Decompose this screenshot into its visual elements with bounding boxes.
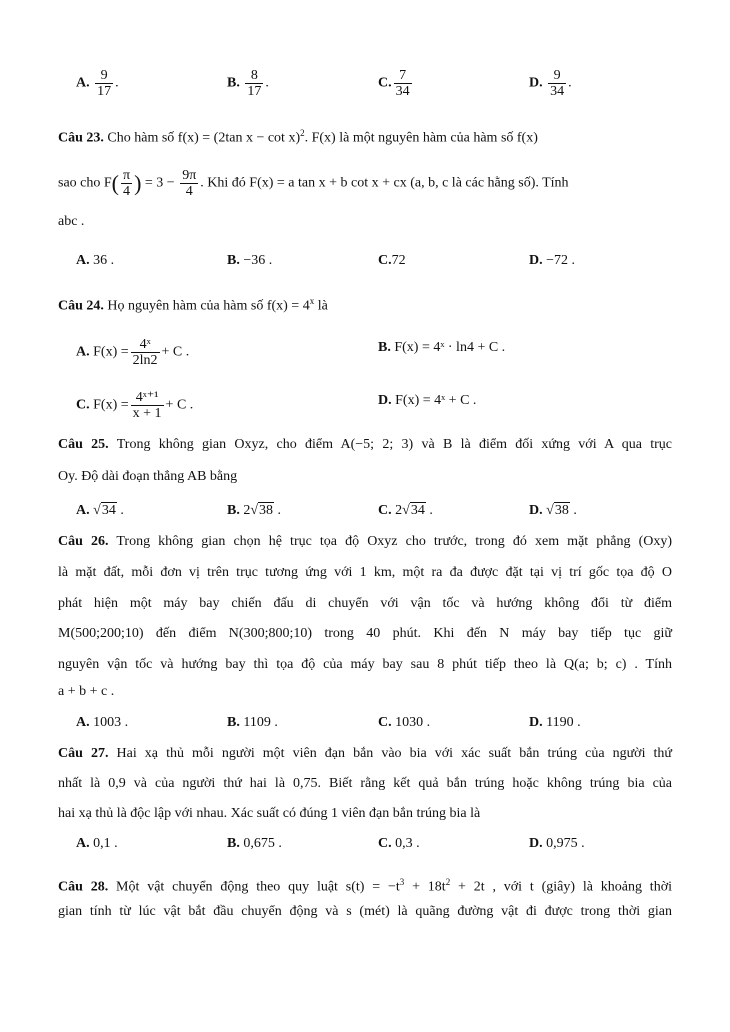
q24-option-c: C. F(x) = $\frac{\text{4ˣ⁺¹}}{x + 1}$ + C .: [76, 390, 194, 421]
q24-option-b: B. F(x) = 4ˣ · ln4 + C .: [378, 340, 506, 355]
q24-option-a: A. F(x) = $\frac{\text{4ˣ}}{2\ln 2}$ + C .: [76, 337, 190, 368]
q23-line-2: sao cho F( $\frac{\pi}{4}$ ) = 3 − $\frac{9\pi}{4}$ . Khi đó F(x) = a tan x + b cot x + cx (a, b, c là các hằng số). Tính: [58, 168, 569, 199]
q26-option-b: B. 1109 .: [227, 715, 278, 730]
q25-line-2: Oy. Độ dài đoạn thẳng AB bằng: [58, 469, 238, 484]
q26-line-5: nguyên vận tốc và hướng bay thì tọa độ của máy bay sau 8 phút tiếp theo là Q(a; b; c) . Tính: [58, 657, 672, 672]
q25-option-d: D. √38 .: [529, 503, 577, 518]
q23-option-b: B. −36 .: [227, 253, 273, 268]
q28-line-2: gian tính từ lúc vật bắt đầu chuyển động và s (mét) là quãng đường vật đi được trong thời gian: [58, 904, 672, 919]
q25-option-b: B. 2√38 .: [227, 503, 282, 518]
q26-line-2: là mặt đất, mỗi đơn vị trên trục tương ứng với 1 km, một ra đa được đặt tại vị trí gốc tọa độ O: [58, 565, 672, 580]
q22-option-b: B. $\frac{8}{17}$ .: [227, 68, 269, 99]
q26-option-c: C. 1030 .: [378, 715, 431, 730]
q23-line-1: Câu 23. Cho hàm số f(x) = (2tan x − cot x)$^2$. F(x) là một nguyên hàm của hàm số f(x): [58, 128, 538, 146]
q27-line-2: nhất là 0,9 và của người thứ hai là 0,75. Biết rằng kết quả bắn trúng hoặc không trúng bia của: [58, 776, 672, 791]
q26-line-3: phát hiện một máy bay chiến đấu di chuyển với vận tốc và hướng không đổi từ điểm: [58, 596, 672, 611]
q27-option-b: B. 0,675 .: [227, 836, 282, 851]
q27-option-a: A. 0,1 .: [76, 836, 118, 851]
q27-line-1: Câu 27. Hai xạ thủ mỗi người một viên đạn bắn vào bia với xác suất bắn trúng của người thứ: [58, 746, 673, 761]
q24-option-d: D. F(x) = 4ˣ + C .: [378, 393, 477, 408]
q27-option-d: D. 0,975 .: [529, 836, 585, 851]
q23-option-a: A. 36 .: [76, 253, 115, 268]
q27-option-c: C. 0,3 .: [378, 836, 420, 851]
q23-line-3: abc .: [58, 214, 85, 229]
q25-option-c: C. 2√34 .: [378, 503, 433, 518]
q22-option-d: D. $\frac{9}{34}$ .: [529, 68, 572, 99]
q27-line-3: hai xạ thủ là độc lập với nhau. Xác suất có đúng 1 viên đạn bắn trúng bia là: [58, 806, 481, 821]
q26-option-d: D. 1190 .: [529, 715, 581, 730]
q28-line-1: Câu 28. Một vật chuyển động theo quy luật $s(t) = -t^3 + 18t^2 + 2t$ , với t (giây) là khoảng thời: [58, 877, 672, 895]
q22-option-a: A. $\frac{9}{17}$ .: [76, 68, 119, 99]
q22-option-c: C. $\frac{7}{34}$: [378, 68, 410, 99]
q26-line-4: M(500;200;10) đến điểm N(300;800;10) trong 40 phút. Khi đến N máy bay tiếp tục giữ: [58, 626, 672, 641]
q25-line-1: Câu 25. Trong không gian Oxyz, cho điểm A(−5; 2; 3) và B là điểm đối xứng với A qua trục: [58, 437, 672, 452]
q23-option-d: D. −72 .: [529, 253, 576, 268]
q26-option-a: A. 1003 .: [76, 715, 129, 730]
q25-option-a: A. √34 .: [76, 503, 124, 518]
q26-line-6: a + b + c .: [58, 684, 115, 699]
q23-option-c: C.72: [378, 253, 406, 268]
q26-line-1: Câu 26. Trong không gian chọn hệ trục tọa độ Oxyz cho trước, trong đó xem mặt phẳng (Oxy): [58, 534, 673, 549]
q24-stem: Câu 24. Họ nguyên hàm của hàm số $f(x) = 4^x$ là: [58, 296, 328, 314]
